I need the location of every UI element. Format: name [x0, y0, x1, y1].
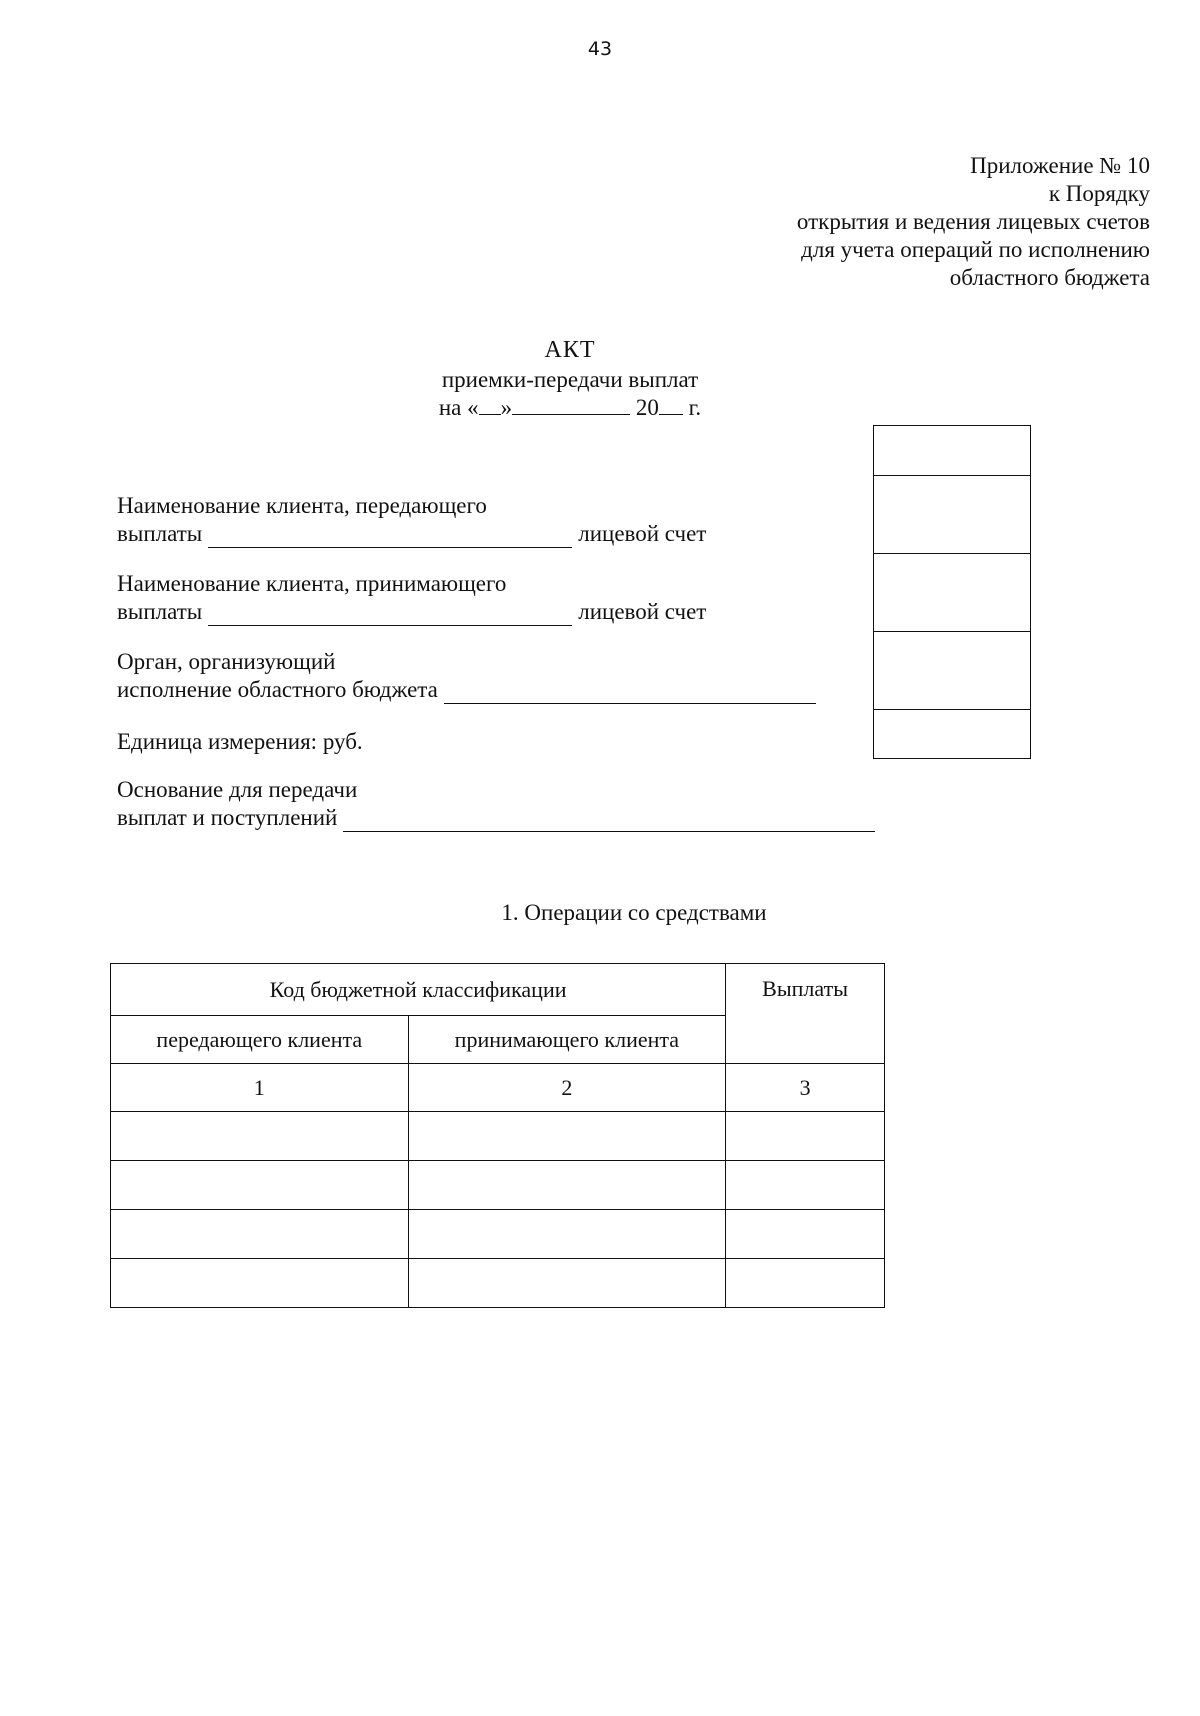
codes-box: [873, 425, 1031, 759]
receiver-name-input[interactable]: [208, 603, 572, 626]
act-subtitle: приемки-передачи выплат: [441, 367, 699, 392]
table-row: [111, 1112, 885, 1161]
code-cell-sender-account[interactable]: [874, 476, 1030, 554]
receiver-label: Наименование клиента, принимающего: [117, 571, 507, 596]
month-blank[interactable]: [512, 394, 630, 415]
code-cell-date[interactable]: [874, 426, 1030, 476]
sender-account-label: лицевой счет: [578, 521, 707, 546]
organ-label: Орган, организующий: [117, 649, 336, 674]
sender-label: Наименование клиента, передающего: [117, 493, 487, 518]
table-cell[interactable]: [726, 1161, 885, 1210]
act-title: АКТ: [544, 337, 596, 363]
table-cell[interactable]: [408, 1112, 726, 1161]
act-title-block: [330, 336, 810, 422]
date-mid: »: [500, 395, 513, 420]
table-cell[interactable]: [726, 1210, 885, 1259]
code-cell-receiver-account[interactable]: [874, 554, 1030, 632]
code-cell-organ[interactable]: [874, 632, 1030, 710]
annex-line-1: Приложение № 10: [970, 153, 1150, 178]
act-date-line: [330, 394, 810, 422]
receiver-account-label: лицевой счет: [578, 599, 707, 624]
annex-line-5: областного бюджета: [949, 265, 1150, 290]
basis-input[interactable]: [343, 809, 875, 832]
organ-label-2: исполнение областного бюджета: [117, 677, 438, 702]
code-cell-unit[interactable]: [874, 710, 1030, 758]
sender-label-2: выплаты: [117, 521, 203, 546]
table-cell[interactable]: [408, 1210, 726, 1259]
table-cell[interactable]: [111, 1112, 409, 1161]
date-suffix: г.: [688, 395, 702, 420]
day-blank[interactable]: [479, 394, 501, 415]
column-number-3: 3: [726, 1064, 885, 1112]
operations-table: [110, 963, 885, 1308]
sender-field: [117, 492, 706, 548]
table-cell[interactable]: [111, 1161, 409, 1210]
sender-name-input[interactable]: [208, 525, 572, 548]
date-prefix: на «: [438, 395, 479, 420]
table-cell[interactable]: [111, 1259, 409, 1308]
table-row: [111, 1161, 885, 1210]
basis-field: [117, 776, 881, 832]
column-number-2: 2: [408, 1064, 726, 1112]
receiver-label-2: выплаты: [117, 599, 203, 624]
table-cell[interactable]: [726, 1259, 885, 1308]
organ-field: [117, 648, 822, 704]
column-number-1: 1: [111, 1064, 409, 1112]
basis-label-2: выплат и поступлений: [117, 805, 338, 830]
table-cell[interactable]: [408, 1161, 726, 1210]
header-budget-code: Код бюджетной классификации: [111, 964, 726, 1016]
header-sender-client: передающего клиента: [111, 1016, 409, 1064]
basis-label: Основание для передачи: [117, 777, 358, 802]
table-cell[interactable]: [408, 1259, 726, 1308]
page-number: 43: [587, 38, 613, 60]
annex-header: [797, 152, 1150, 292]
year-blank[interactable]: [659, 394, 683, 415]
table-cell[interactable]: [726, 1112, 885, 1161]
section-title: 1. Операции со средствами: [501, 900, 767, 925]
receiver-field: [117, 570, 706, 626]
annex-line-4: для учета операций по исполнению: [801, 237, 1150, 262]
header-payments: Выплаты: [726, 964, 885, 1064]
unit-field: [117, 728, 363, 756]
unit-label: Единица измерения: руб.: [117, 729, 363, 754]
annex-line-2: к Порядку: [1048, 181, 1150, 206]
table-row: [111, 1210, 885, 1259]
table-row: [111, 1259, 885, 1308]
organ-name-input[interactable]: [444, 681, 816, 704]
table-cell[interactable]: [111, 1210, 409, 1259]
header-receiver-client: принимающего клиента: [408, 1016, 726, 1064]
annex-line-3: открытия и ведения лицевых счетов: [796, 209, 1150, 234]
date-year: 20: [635, 395, 659, 420]
